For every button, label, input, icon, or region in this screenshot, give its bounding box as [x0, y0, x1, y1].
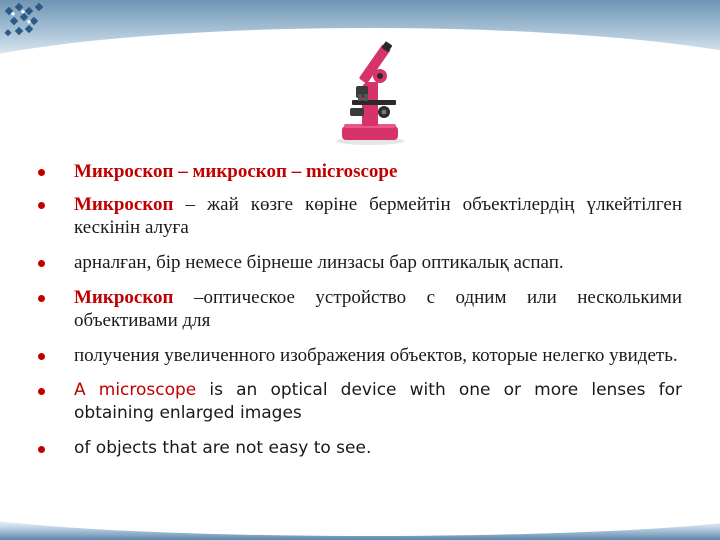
list-item	[38, 286, 682, 332]
term: A microscope	[74, 380, 197, 400]
definition-text: – жай көзге көріне бермейтін объектілердің үлкейтілген кескінін алуға	[74, 194, 682, 238]
bullet-icon	[38, 202, 45, 209]
list-item	[38, 251, 682, 274]
list-item	[38, 344, 682, 367]
grid-logo-icon	[0, 0, 64, 50]
term: Микроскоп	[74, 287, 174, 308]
list-item	[38, 160, 682, 183]
bullet-list	[38, 160, 682, 472]
list-item	[38, 379, 682, 425]
definition-text: of objects that are not easy to see.	[74, 438, 372, 458]
definition-text: –оптическое устройство с одним или несколькими объективами для	[74, 287, 682, 331]
term: Микроскоп	[74, 194, 174, 215]
list-item	[38, 437, 682, 460]
bullet-icon	[38, 353, 45, 360]
definition-text: is an optical device with one or more lenses for obtaining enlarged images	[74, 380, 682, 423]
bullet-icon	[38, 260, 45, 267]
list-item	[38, 193, 682, 239]
footer-curve	[0, 476, 720, 536]
microscope-icon	[332, 38, 408, 146]
definition-text: получения увеличенного изображения объектов, которые нелегко увидеть.	[74, 345, 678, 366]
bullet-icon	[38, 446, 45, 453]
bullet-icon	[38, 388, 45, 395]
term: Микроскоп – микроскоп – microscope	[74, 161, 398, 182]
definition-text: арналған, бір немесе бірнеше линзасы бар оптикалық аспап.	[74, 252, 564, 273]
bullet-icon	[38, 169, 45, 176]
bullet-icon	[38, 295, 45, 302]
